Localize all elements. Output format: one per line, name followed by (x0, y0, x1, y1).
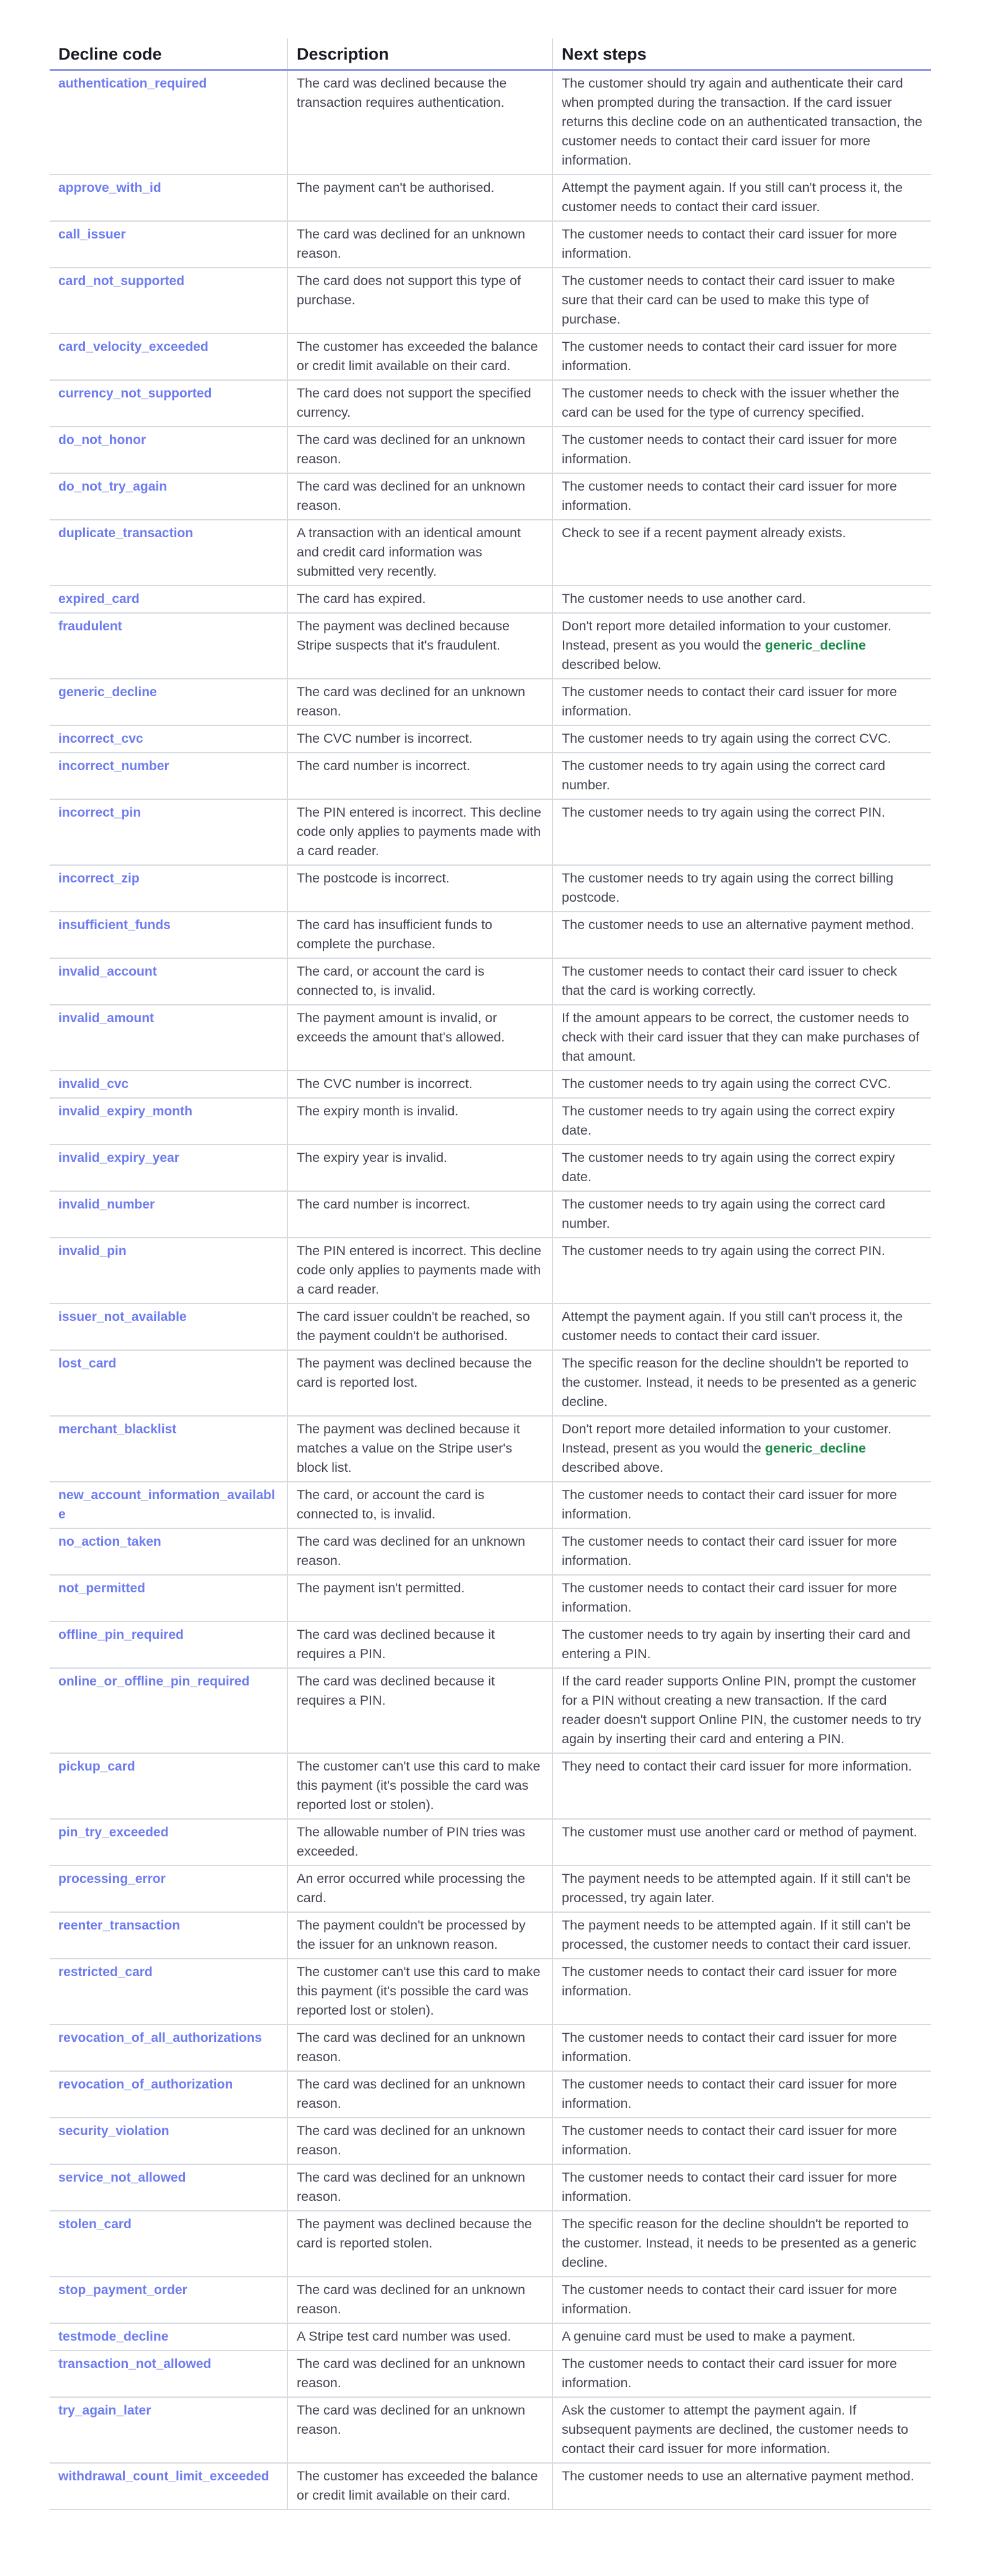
table-row (50, 1819, 931, 1866)
next-steps-cell: The customer needs to contact their card issuer for more information. (552, 473, 931, 520)
next-steps-cell: The customer needs to contact their card issuer for more information. (552, 333, 931, 380)
table-row (50, 70, 931, 175)
description-cell: The customer has exceeded the balance or credit limit available on their card. (287, 333, 552, 380)
table-row (50, 1482, 931, 1528)
decline-code-cell: expired_card (50, 586, 287, 613)
table-row (50, 1238, 931, 1304)
decline-code-cell: authentication_required (50, 70, 287, 175)
decline-code-cell: invalid_pin (50, 1238, 287, 1304)
table-row (50, 1912, 931, 1959)
decline-code-cell: currency_not_supported (50, 380, 287, 427)
table-row (50, 725, 931, 753)
decline-code-cell: incorrect_zip (50, 865, 287, 912)
description-cell: A Stripe test card number was used. (287, 2323, 552, 2351)
table-row (50, 1959, 931, 2025)
next-steps-cell: Check to see if a recent payment already exists. (552, 520, 931, 586)
decline-code-cell: incorrect_number (50, 753, 287, 799)
header-decline-code: Decline code (50, 39, 287, 70)
table-row (50, 912, 931, 958)
description-cell: The payment was declined because the card is reported stolen. (287, 2211, 552, 2277)
description-cell: The payment was declined because the card is reported lost. (287, 1350, 552, 1416)
description-cell: The card does not support the specified currency. (287, 380, 552, 427)
decline-code-cell: issuer_not_available (50, 1304, 287, 1350)
decline-code-cell: no_action_taken (50, 1528, 287, 1575)
table-row (50, 586, 931, 613)
description-cell: The card was declined because it requires a PIN. (287, 1621, 552, 1668)
table-row (50, 1098, 931, 1145)
decline-code-cell: call_issuer (50, 221, 287, 268)
next-steps-cell: The payment needs to be attempted again. If it still can't be processed, the customer needs to contact their card issuer. (552, 1912, 931, 1959)
next-steps-cell: The customer needs to use an alternative payment method. (552, 2463, 931, 2510)
decline-code-cell: stolen_card (50, 2211, 287, 2277)
description-cell: The card was declined for an unknown reason. (287, 221, 552, 268)
decline-codes-table-wrapper (50, 39, 931, 2510)
table-row (50, 2277, 931, 2323)
description-cell: The payment was declined because Stripe suspects that it's fraudulent. (287, 613, 552, 679)
table-row (50, 1005, 931, 1071)
decline-code-cell: security_violation (50, 2118, 287, 2164)
next-steps-cell: The customer needs to try again using the correct billing postcode. (552, 865, 931, 912)
table-row (50, 380, 931, 427)
decline-code-cell: testmode_decline (50, 2323, 287, 2351)
description-cell: The card was declined for an unknown reason. (287, 473, 552, 520)
table-row (50, 753, 931, 799)
description-cell: The card was declined for an unknown reason. (287, 2397, 552, 2463)
description-cell: The card was declined for an unknown reason. (287, 2351, 552, 2397)
table-row (50, 1575, 931, 1621)
description-cell: The customer has exceeded the balance or credit limit available on their card. (287, 2463, 552, 2510)
table-row (50, 958, 931, 1005)
next-steps-cell: The customer needs to contact their card issuer to make sure that their card can be used to make this type of purchase. (552, 268, 931, 333)
decline-code-cell: pickup_card (50, 1753, 287, 1819)
description-cell: The card was declined for an unknown reason. (287, 2025, 552, 2071)
table-row (50, 2351, 931, 2397)
decline-code-cell: merchant_blacklist (50, 1416, 287, 1482)
next-steps-cell (552, 1416, 931, 1482)
description-cell: The card number is incorrect. (287, 1191, 552, 1238)
description-cell: The payment amount is invalid, or exceeds the amount that's allowed. (287, 1005, 552, 1071)
next-steps-cell: Attempt the payment again. If you still can't process it, the customer needs to contact their card issuer. (552, 1304, 931, 1350)
next-steps-cell: The customer needs to contact their card issuer for more information. (552, 679, 931, 725)
table-row (50, 2463, 931, 2510)
next-steps-text: Don't report more detailed information to your customer. Instead, present as you would the (562, 1422, 892, 1456)
description-cell: The CVC number is incorrect. (287, 1071, 552, 1098)
table-row (50, 268, 931, 333)
next-steps-cell (552, 613, 931, 679)
next-steps-cell: The customer needs to try again using the correct card number. (552, 753, 931, 799)
decline-code-cell: incorrect_pin (50, 799, 287, 865)
table-row (50, 1866, 931, 1912)
decline-code-cell: service_not_allowed (50, 2164, 287, 2211)
table-row (50, 175, 931, 221)
description-cell: The payment can't be authorised. (287, 175, 552, 221)
decline-code-cell: duplicate_transaction (50, 520, 287, 586)
description-cell: The card was declined because the transaction requires authentication. (287, 70, 552, 175)
header-next-steps: Next steps (552, 39, 931, 70)
table-row (50, 1621, 931, 1668)
description-cell: The payment couldn't be processed by the issuer for an unknown reason. (287, 1912, 552, 1959)
decline-code-cell: revocation_of_all_authorizations (50, 2025, 287, 2071)
table-row (50, 2164, 931, 2211)
decline-code-cell: invalid_number (50, 1191, 287, 1238)
next-steps-cell: The customer needs to use an alternative payment method. (552, 912, 931, 958)
next-steps-cell: The customer needs to use another card. (552, 586, 931, 613)
next-steps-cell: The customer needs to try again using the correct CVC. (552, 1071, 931, 1098)
description-cell: The card does not support this type of purchase. (287, 268, 552, 333)
next-steps-cell: They need to contact their card issuer for more information. (552, 1753, 931, 1819)
description-cell: The card was declined for an unknown reason. (287, 1528, 552, 1575)
description-cell: The card has expired. (287, 586, 552, 613)
next-steps-cell: The customer needs to contact their card issuer for more information. (552, 1482, 931, 1528)
next-steps-cell: A genuine card must be used to make a payment. (552, 2323, 931, 2351)
description-cell: The CVC number is incorrect. (287, 725, 552, 753)
decline-code-cell: revocation_of_authorization (50, 2071, 287, 2118)
table-row (50, 1753, 931, 1819)
next-steps-cell: The payment needs to be attempted again. If it still can't be processed, try again later. (552, 1866, 931, 1912)
decline-code-cell: reenter_transaction (50, 1912, 287, 1959)
table-row (50, 2071, 931, 2118)
decline-code-cell: do_not_honor (50, 427, 287, 473)
table-row (50, 865, 931, 912)
description-cell: The card number is incorrect. (287, 753, 552, 799)
next-steps-cell: The customer needs to contact their card issuer for more information. (552, 427, 931, 473)
table-row (50, 1350, 931, 1416)
description-cell: The payment isn't permitted. (287, 1575, 552, 1621)
table-row (50, 1416, 931, 1482)
decline-code-cell: fraudulent (50, 613, 287, 679)
next-steps-cell: The customer needs to try again using the correct CVC. (552, 725, 931, 753)
description-cell: The expiry year is invalid. (287, 1145, 552, 1191)
next-steps-cell: The customer should try again and authenticate their card when prompted during the transaction. If the card issuer returns this decline code on an authenticated transaction, the customer needs to contact their card issuer for more information. (552, 70, 931, 175)
decline-code-cell: pin_try_exceeded (50, 1819, 287, 1866)
description-cell: The customer can't use this card to make this payment (it's possible the card was reported lost or stolen). (287, 1959, 552, 2025)
description-cell: The card, or account the card is connected to, is invalid. (287, 1482, 552, 1528)
next-steps-cell: The customer needs to contact their card issuer for more information. (552, 2351, 931, 2397)
decline-code-cell: offline_pin_required (50, 1621, 287, 1668)
next-steps-cell: Ask the customer to attempt the payment again. If subsequent payments are declined, the customer needs to contact their card issuer for more information. (552, 2397, 931, 2463)
table-header-row (50, 39, 931, 70)
decline-code-cell: incorrect_cvc (50, 725, 287, 753)
table-row (50, 2397, 931, 2463)
next-steps-cell: The specific reason for the decline shouldn't be reported to the customer. Instead, it needs to be presented as a generic decline. (552, 2211, 931, 2277)
next-steps-cell: The customer needs to contact their card issuer for more information. (552, 2071, 931, 2118)
decline-code-cell: invalid_expiry_year (50, 1145, 287, 1191)
next-steps-cell: The customer needs to try again using the correct PIN. (552, 1238, 931, 1304)
next-steps-cell: The customer needs to check with the issuer whether the card can be used for the type of currency specified. (552, 380, 931, 427)
table-row (50, 221, 931, 268)
decline-code-cell: invalid_cvc (50, 1071, 287, 1098)
table-row (50, 679, 931, 725)
next-steps-cell: The customer needs to contact their card issuer for more information. (552, 1959, 931, 2025)
generic-decline-link[interactable]: generic_decline (765, 638, 867, 653)
description-cell: The card was declined for an unknown reason. (287, 2118, 552, 2164)
decline-code-cell: not_permitted (50, 1575, 287, 1621)
next-steps-cell: If the amount appears to be correct, the customer needs to check with their card issuer that they can make purchases of that amount. (552, 1005, 931, 1071)
next-steps-cell: The customer needs to contact their card issuer for more information. (552, 2164, 931, 2211)
decline-code-cell: lost_card (50, 1350, 287, 1416)
decline-code-cell: do_not_try_again (50, 473, 287, 520)
description-cell: The card was declined for an unknown reason. (287, 679, 552, 725)
table-row (50, 613, 931, 679)
next-steps-cell: The customer needs to try again using the correct PIN. (552, 799, 931, 865)
next-steps-cell: The customer needs to try again using the correct expiry date. (552, 1098, 931, 1145)
decline-code-cell: invalid_expiry_month (50, 1098, 287, 1145)
description-cell: An error occurred while processing the card. (287, 1866, 552, 1912)
next-steps-cell: The customer needs to try again using the correct card number. (552, 1191, 931, 1238)
next-steps-cell: The customer needs to try again using the correct expiry date. (552, 1145, 931, 1191)
next-steps-cell: The customer needs to contact their card issuer for more information. (552, 2118, 931, 2164)
description-cell: The card was declined because it requires a PIN. (287, 1668, 552, 1753)
table-row (50, 2025, 931, 2071)
table-row (50, 1304, 931, 1350)
description-cell: A transaction with an identical amount and credit card information was submitted very recently. (287, 520, 552, 586)
next-steps-cell: The specific reason for the decline shouldn't be reported to the customer. Instead, it needs to be presented as a generic decline. (552, 1350, 931, 1416)
table-row (50, 1528, 931, 1575)
generic-decline-link[interactable]: generic_decline (765, 1441, 867, 1456)
decline-code-cell: card_not_supported (50, 268, 287, 333)
description-cell: The card, or account the card is connected to, is invalid. (287, 958, 552, 1005)
decline-code-cell: invalid_account (50, 958, 287, 1005)
description-cell: The postcode is incorrect. (287, 865, 552, 912)
description-cell: The PIN entered is incorrect. This decline code only applies to payments made with a card reader. (287, 799, 552, 865)
decline-code-cell: stop_payment_order (50, 2277, 287, 2323)
decline-code-cell: online_or_offline_pin_required (50, 1668, 287, 1753)
description-cell: The card was declined for an unknown reason. (287, 427, 552, 473)
table-body (50, 70, 931, 2510)
decline-code-cell: processing_error (50, 1866, 287, 1912)
table-row (50, 427, 931, 473)
next-steps-cell: The customer needs to contact their card issuer for more information. (552, 2025, 931, 2071)
decline-code-cell: new_account_information_available (50, 1482, 287, 1528)
decline-code-cell: transaction_not_allowed (50, 2351, 287, 2397)
next-steps-text: Don't report more detailed information to your customer. Instead, present as you would the (562, 619, 892, 653)
decline-code-cell: try_again_later (50, 2397, 287, 2463)
description-cell: The customer can't use this card to make this payment (it's possible the card was reported lost or stolen). (287, 1753, 552, 1819)
description-cell: The card was declined for an unknown reason. (287, 2164, 552, 2211)
table-row (50, 799, 931, 865)
next-steps-cell: The customer needs to try again by inserting their card and entering a PIN. (552, 1621, 931, 1668)
header-description: Description (287, 39, 552, 70)
next-steps-cell: The customer must use another card or method of payment. (552, 1819, 931, 1866)
next-steps-cell: The customer needs to contact their card issuer for more information. (552, 221, 931, 268)
decline-code-cell: card_velocity_exceeded (50, 333, 287, 380)
decline-code-cell: invalid_amount (50, 1005, 287, 1071)
description-cell: The card was declined for an unknown reason. (287, 2071, 552, 2118)
next-steps-cell: The customer needs to contact their card issuer for more information. (552, 1575, 931, 1621)
table-row (50, 2211, 931, 2277)
next-steps-cell: Attempt the payment again. If you still can't process it, the customer needs to contact their card issuer. (552, 175, 931, 221)
description-cell: The payment was declined because it matches a value on the Stripe user's block list. (287, 1416, 552, 1482)
next-steps-cell: The customer needs to contact their card issuer for more information. (552, 2277, 931, 2323)
description-cell: The card was declined for an unknown reason. (287, 2277, 552, 2323)
table-row (50, 1668, 931, 1753)
decline-code-cell: generic_decline (50, 679, 287, 725)
table-row (50, 520, 931, 586)
decline-code-cell: restricted_card (50, 1959, 287, 2025)
table-row (50, 2323, 931, 2351)
next-steps-cell: If the card reader supports Online PIN, prompt the customer for a PIN without creating a new transaction. If the card reader doesn't support Online PIN, the customer needs to try again by inserting their card and entering a PIN. (552, 1668, 931, 1753)
table-row (50, 333, 931, 380)
description-cell: The expiry month is invalid. (287, 1098, 552, 1145)
table-row (50, 1191, 931, 1238)
decline-code-cell: insufficient_funds (50, 912, 287, 958)
table-row (50, 473, 931, 520)
next-steps-cell: The customer needs to contact their card issuer to check that the card is working correctly. (552, 958, 931, 1005)
next-steps-cell: The customer needs to contact their card issuer for more information. (552, 1528, 931, 1575)
decline-code-cell: approve_with_id (50, 175, 287, 221)
description-cell: The card issuer couldn't be reached, so the payment couldn't be authorised. (287, 1304, 552, 1350)
table-row (50, 1071, 931, 1098)
description-cell: The card has insufficient funds to complete the purchase. (287, 912, 552, 958)
description-cell: The PIN entered is incorrect. This decline code only applies to payments made with a card reader. (287, 1238, 552, 1304)
next-steps-text-after: described below. (562, 657, 662, 672)
table-row (50, 2118, 931, 2164)
description-cell: The allowable number of PIN tries was exceeded. (287, 1819, 552, 1866)
decline-codes-table (50, 39, 931, 2510)
decline-code-cell: withdrawal_count_limit_exceeded (50, 2463, 287, 2510)
table-row (50, 1145, 931, 1191)
next-steps-text-after: described above. (562, 1460, 664, 1475)
